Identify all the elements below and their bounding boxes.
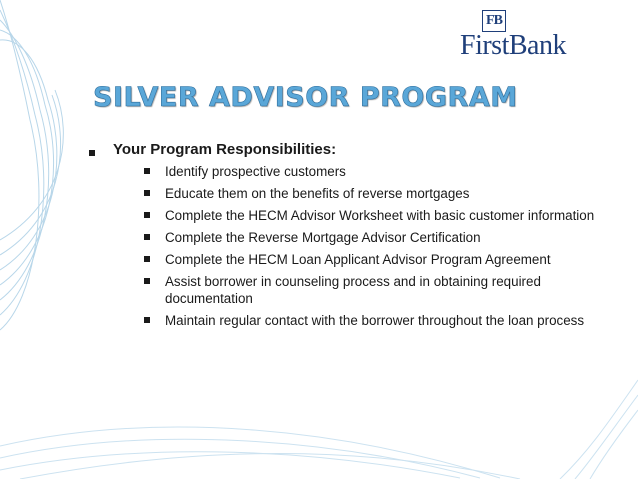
bullet-square-icon — [144, 212, 150, 218]
bullet-square-icon — [144, 278, 150, 284]
logo-wordmark: FirstBank — [460, 30, 566, 61]
list-item-text: Identify prospective customers — [165, 164, 346, 179]
list-item — [144, 185, 604, 202]
list-item-text: Complete the HECM Advisor Worksheet with basic customer information — [165, 208, 595, 223]
bullet-square-icon — [144, 168, 150, 174]
fb-monogram: FB — [482, 10, 506, 32]
list-item-text: Educate them on the benefits of reverse mortgages — [165, 186, 470, 201]
list-item-text: Maintain regular contact with the borrower throughout the loan process — [165, 313, 585, 328]
bullet-square-icon — [144, 317, 150, 323]
list-item — [144, 229, 604, 246]
list-item — [144, 207, 604, 224]
list-item-text: Complete the Reverse Mortgage Advisor Certification — [165, 230, 481, 245]
responsibilities-heading: Your Program Responsibilities: — [113, 141, 337, 158]
bullet-square-icon — [89, 150, 95, 156]
bullet-square-icon — [144, 234, 150, 240]
list-item — [144, 163, 604, 180]
slide-title: SILVER ADVISOR PROGRAM — [93, 82, 518, 113]
bullet-square-icon — [144, 256, 150, 262]
list-item-text: Complete the HECM Loan Applicant Advisor Program Agreement — [165, 252, 551, 267]
responsibilities-list — [144, 163, 604, 334]
list-item — [144, 251, 604, 268]
bullet-square-icon — [144, 190, 150, 196]
list-item — [144, 312, 604, 329]
list-item — [144, 273, 604, 307]
list-item-text: Assist borrower in counseling process and in obtaining required documentation — [165, 274, 541, 306]
